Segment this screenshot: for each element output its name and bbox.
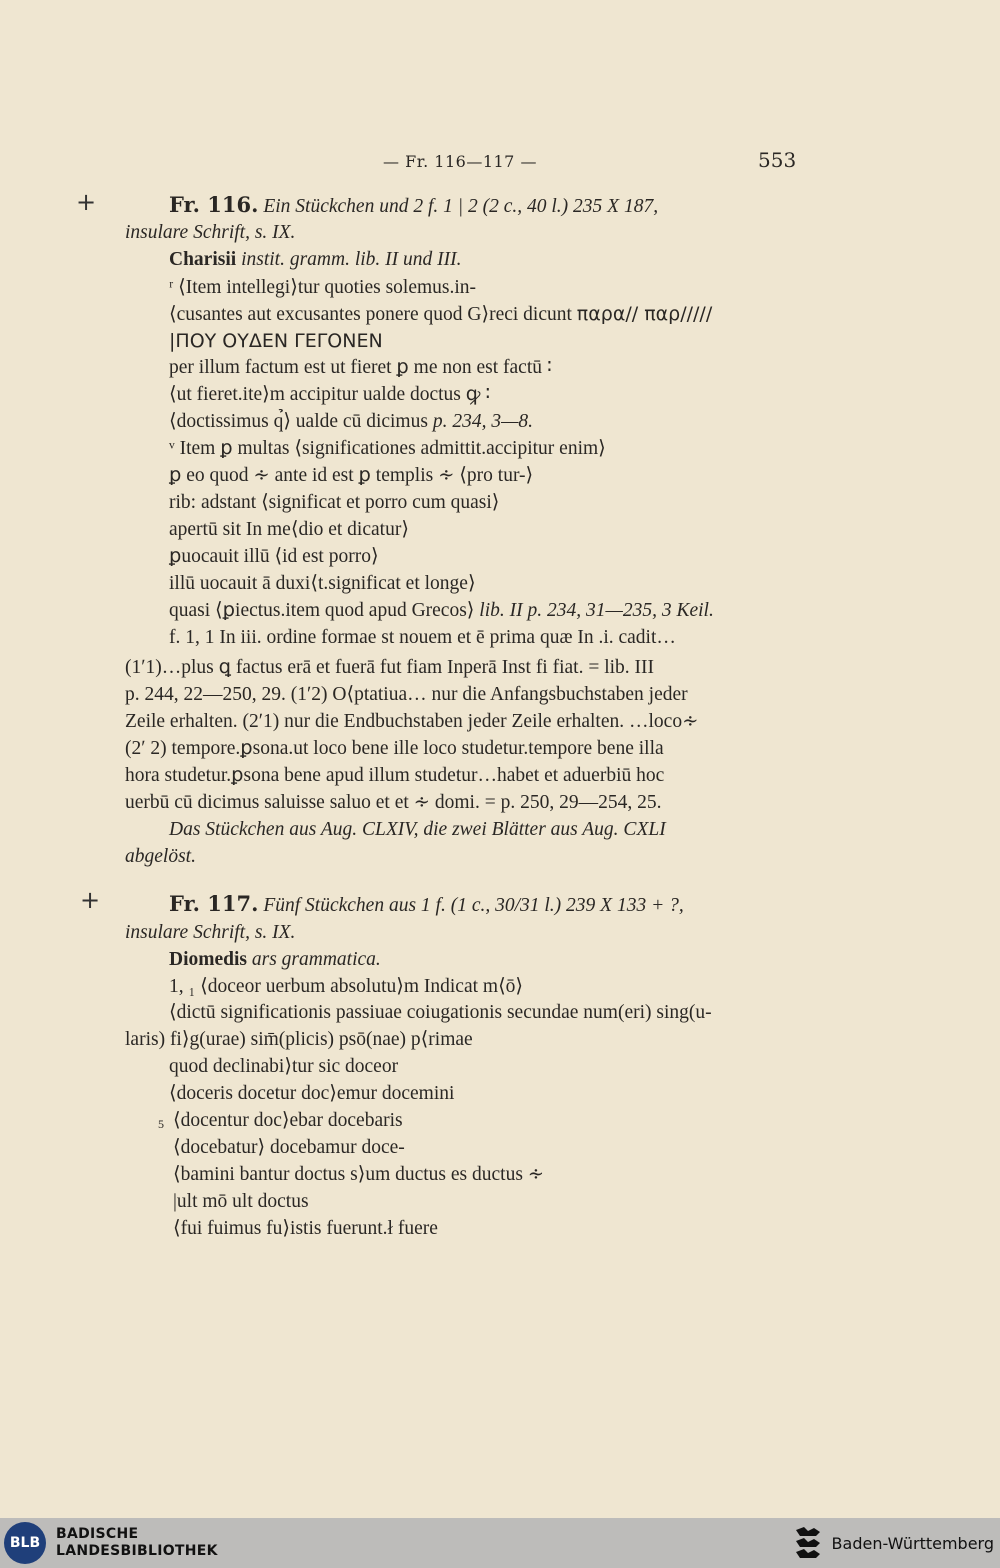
blb-name [56,1526,218,1560]
fr117-text-line-2: ⟨dictū significationis passiuae coiugationis secundae num(eri) sing(u- [169,1002,712,1023]
fr117-title: Fr. 117. [169,891,259,916]
fr116-text-line-8: ꝑ eo quod ∻ ante id est ꝑ templis ∻ ⟨pro tur-⟩ [169,465,534,486]
fr116-closing-2: abgelöst. [125,846,196,867]
fr117-text-line-9: |ult mō ult doctus [173,1191,309,1212]
fr117-source-work: ars grammatica. [251,949,381,970]
fr116-source-author: Charisii [169,249,237,270]
fr116-text-line-12: illū uocauit ā duxi⟨t.significat et longe⟩ [169,573,476,594]
bw-lions-icon [792,1524,824,1562]
fr117-text-line-8: ⟨bamini bantur doctus s⟩um ductus es ductus ∻ [173,1164,545,1185]
fr116-description: Ein Stückchen und 2 f. 1 | 2 (2 c., 40 l.) 235 X 187, [263,196,659,217]
fr116-para-line-3: p. 244, 22—250, 29. (1ʹ2) O⟨ptatiua… nur die Anfangsbuchstaben jeder [125,684,688,705]
bw-name: Baden-Württemberg [831,1533,994,1553]
fr116-text-line-3: |ΠΟΥ ΟΥΔΕΝ ΓΕΓΟΝΕΝ [169,330,383,352]
blb-name-line-2: LANDESBIBLIOTHEK [56,1543,218,1559]
fr116-description-cont: insulare Schrift, s. IX. [125,222,296,243]
fr116-text-line-10: apertū sit In me⟨dio et dicatur⟩ [169,519,409,540]
margin-mark-fr116: + [76,188,97,216]
blb-logo-icon: BLB [4,1522,46,1564]
fr116-text-line-9: rib: adstant ⟨significat et porro cum quasi⟩ [169,492,500,513]
fr117-source-author: Diomedis [169,949,247,970]
fr117-text-line-7: ⟨docebatur⟩ docebamur doce- [173,1137,405,1158]
fr116-para-line-1: f. 1, 1 In iii. ordine formae st nouem et ē prima quæ In .i. cadit… [169,627,676,648]
fr116-title: Fr. 116. [169,192,259,217]
fr116-text-line-5: ⟨ut fieret.ite⟩m accipitur ualde doctus ꝙ ∶ [169,384,491,405]
fr117-text-line-4: quod declinabi⟩tur sic doceor [169,1056,399,1077]
blb-brand[interactable] [4,1522,218,1564]
page-number: 553 [758,148,797,172]
fr117-text-line-5: ⟨doceris docetur doc⟩emur docemini [169,1083,455,1104]
running-header: — Fr. 116—117 — [383,152,537,171]
bw-brand[interactable] [792,1524,994,1562]
fr116-para-line-7: uerbū cū dicimus saluisse saluo et et ∻ domi. = p. 250, 29—254, 25. [125,792,662,813]
fr116-text-line-7: ᵛ Item ꝑ multas ⟨significationes admittit.accipitur enim⟩ [169,438,606,459]
fr116-text-line-2-latin: ⟨cusantes aut excusantes ponere quod G⟩reci dicunt [169,304,572,325]
fr116-text-line-13-latin: quasi ⟨ꝑiectus.item quod apud Grecos⟩ [169,600,475,621]
fr116-para-line-4: Zeile erhalten. (2ʹ1) nur die Endbuchstaben jeder Zeile erhalten. …loco∻ [125,711,699,732]
fr116-source [169,248,462,272]
fr116-text-line-1: ʳ ⟨Item intellegi⟩tur quoties solemus.in- [169,277,477,298]
fr116-para-line-5: (2ʹ 2) tempore.ꝑsona.ut loco bene ille loco studetur.tempore bene illa [125,738,664,759]
fr117-text-line-3: laris) fi⟩g(urae) sim̄(plicis) psō(nae) p⟨rimae [125,1029,473,1050]
fr116-source-work: instit. gramm. lib. II und III. [241,249,462,270]
fr116-closing-1: Das Stückchen aus Aug. CLXIV, die zwei Blätter aus Aug. CXLI [169,819,666,840]
fr116-ref-1: p. 234, 3—8. [432,411,534,432]
fr116-para-line-2: (1ʹ1)…plus ꝗ factus erā et fuerā fut fiam Inperā Inst fi fiat. = lib. III [125,657,655,678]
fr116-ref-2: lib. II p. 234, 31—235, 3 Keil. [479,600,714,621]
fr116-greek-tail: παρα// παρ///// [576,303,713,325]
fr116-text-line-4: per illum factum est ut fieret ꝑ me non est factū ∶ [169,357,552,378]
fr117-text-line-1: 1, ₁ ⟨doceor uerbum absolutu⟩m Indicat m⟨ō⟩ [169,976,524,997]
fr117-source [169,948,381,972]
fr117-description-cont: insulare Schrift, s. IX. [125,922,296,943]
margin-mark-fr117: + [80,886,101,914]
fr117-description: Fünf Stückchen aus 1 f. (1 c., 30/31 l.) 239 X 133 + ?, [263,895,684,916]
fr116-para-line-6: hora studetur.ꝑsona bene apud illum studetur…habet et aduerbiū hoc [125,765,665,786]
blb-name-line-1: BADISCHE [56,1526,139,1542]
fr116-text-line-2 [169,302,712,327]
fr117-line-number-5: 5 [158,1117,164,1131]
fr117-text-line-10: ⟨fui fuimus fu⟩istis fuerunt.ł fuere [173,1218,438,1239]
fr116-text-line-13 [169,599,714,623]
bleed-through-area [660,215,990,1235]
fr116-heading [169,193,658,219]
fr117-text-line-6: ⟨docentur doc⟩ebar docebaris [173,1110,403,1131]
footer-bar [0,1518,1000,1568]
fr116-text-line-6 [169,410,533,434]
fr117-heading [169,892,684,918]
fr116-text-line-11: ꝑuocauit illū ⟨id est porro⟩ [169,546,379,567]
fr116-text-line-6-latin: ⟨doctissimus q̉⟩ ualde cū dicimus [169,411,428,432]
